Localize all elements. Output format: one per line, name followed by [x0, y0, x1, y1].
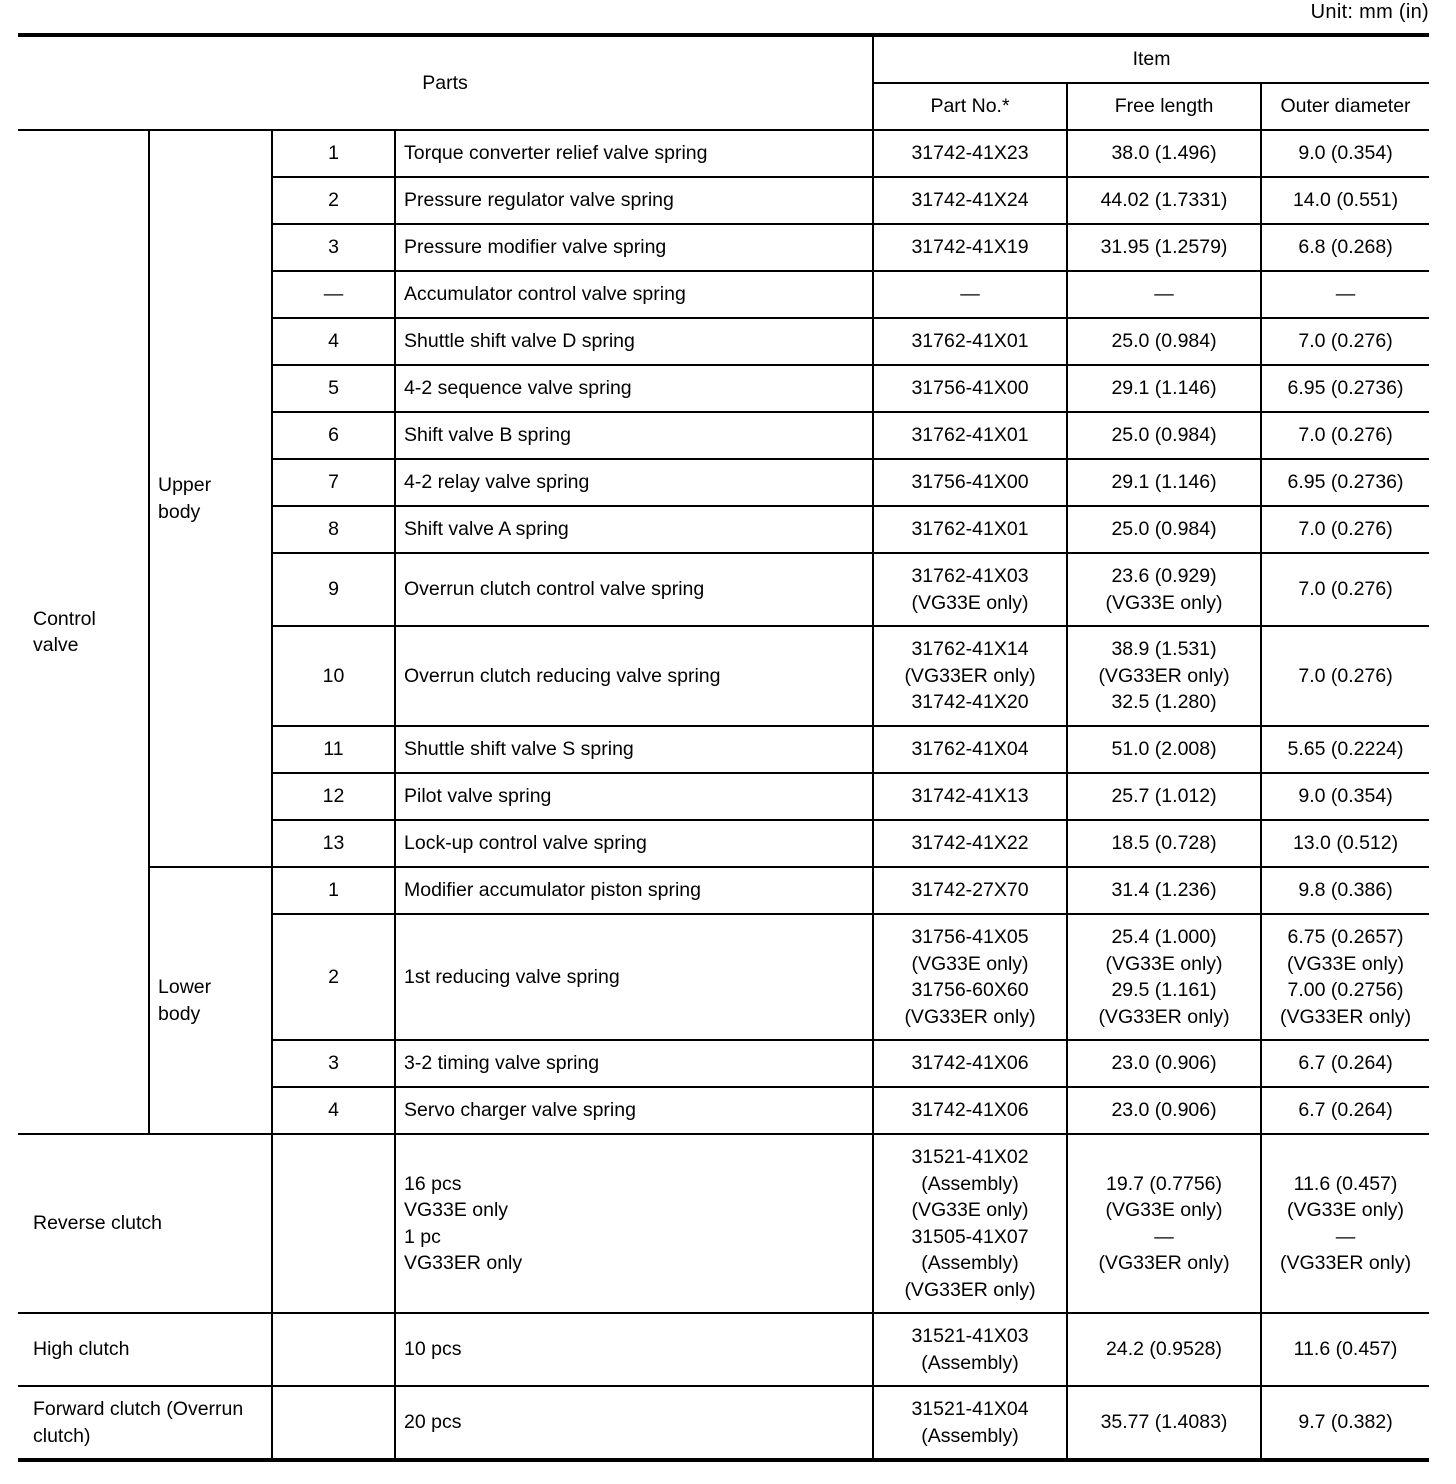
part-number: 31762-41X01: [873, 412, 1067, 459]
row-number: 2: [272, 914, 395, 1040]
spring-spec-table: [18, 33, 1429, 1462]
row-number: 8: [272, 506, 395, 553]
part-name: Pressure modifier valve spring: [395, 224, 873, 271]
free-length: 19.7 (0.7756) (VG33E only) — (VG33ER only): [1067, 1134, 1261, 1313]
free-length: 38.0 (1.496): [1067, 130, 1261, 177]
outer-diameter: 9.0 (0.354): [1261, 773, 1429, 820]
row-number: 3: [272, 224, 395, 271]
outer-diameter: 7.0 (0.276): [1261, 412, 1429, 459]
free-length: 23.0 (0.906): [1067, 1087, 1261, 1134]
free-length: 51.0 (2.008): [1067, 726, 1261, 773]
part-name: 16 pcs VG33E only 1 pc VG33ER only: [395, 1134, 873, 1313]
outer-diameter: 7.0 (0.276): [1261, 553, 1429, 626]
part-name: Pressure regulator valve spring: [395, 177, 873, 224]
outer-diameter: 9.0 (0.354): [1261, 130, 1429, 177]
outer-diameter: 6.7 (0.264): [1261, 1040, 1429, 1087]
outer-diameter: 7.0 (0.276): [1261, 318, 1429, 365]
part-name: 4-2 sequence valve spring: [395, 365, 873, 412]
part-number: 31742-27X70: [873, 867, 1067, 914]
part-number: 31756-41X00: [873, 459, 1067, 506]
part-number: 31521-41X03 (Assembly): [873, 1313, 1067, 1386]
table-row: [18, 130, 1429, 177]
part-number: 31742-41X13: [873, 773, 1067, 820]
row-number: 1: [272, 130, 395, 177]
free-length: 23.0 (0.906): [1067, 1040, 1261, 1087]
header-parts: Parts: [18, 35, 873, 130]
free-length: 25.0 (0.984): [1067, 412, 1261, 459]
header-part-no: Part No.*: [873, 83, 1067, 130]
row-number: 13: [272, 820, 395, 867]
free-length: 25.0 (0.984): [1067, 506, 1261, 553]
part-name: 20 pcs: [395, 1386, 873, 1460]
row-number: 10: [272, 626, 395, 726]
part-number: 31762-41X01: [873, 506, 1067, 553]
part-number: 31762-41X01: [873, 318, 1067, 365]
part-name: Pilot valve spring: [395, 773, 873, 820]
outer-diameter: 7.0 (0.276): [1261, 626, 1429, 726]
outer-diameter: 11.6 (0.457): [1261, 1313, 1429, 1386]
unit-label: Unit: mm (in): [1310, 1, 1429, 23]
part-name: Overrun clutch control valve spring: [395, 553, 873, 626]
part-name: Lock-up control valve spring: [395, 820, 873, 867]
row-number: 6: [272, 412, 395, 459]
outer-diameter: 5.65 (0.2224): [1261, 726, 1429, 773]
header-free-length: Free length: [1067, 83, 1261, 130]
part-name: 1st reducing valve spring: [395, 914, 873, 1040]
row-number: 4: [272, 318, 395, 365]
part-name: Shuttle shift valve S spring: [395, 726, 873, 773]
free-length: 25.7 (1.012): [1067, 773, 1261, 820]
part-number: 31742-41X22: [873, 820, 1067, 867]
group-reverse-clutch: Reverse clutch: [18, 1134, 272, 1313]
outer-diameter: 14.0 (0.551): [1261, 177, 1429, 224]
part-number: 31762-41X04: [873, 726, 1067, 773]
row-number: 2: [272, 177, 395, 224]
table-row: [18, 1386, 1429, 1460]
row-number: 5: [272, 365, 395, 412]
table-row: [18, 1134, 1429, 1313]
outer-diameter: 9.8 (0.386): [1261, 867, 1429, 914]
outer-diameter: 11.6 (0.457) (VG33E only) — (VG33ER only): [1261, 1134, 1429, 1313]
outer-diameter: 6.8 (0.268): [1261, 224, 1429, 271]
row-number: 3: [272, 1040, 395, 1087]
group-high-clutch: High clutch: [18, 1313, 272, 1386]
part-name: 3-2 timing valve spring: [395, 1040, 873, 1087]
free-length: —: [1067, 271, 1261, 318]
group-lower-body: Lower body: [149, 867, 272, 1134]
part-number: 31521-41X02 (Assembly) (VG33E only) 31505-41X07 (Assembly) (VG33ER only): [873, 1134, 1067, 1313]
free-length: 24.2 (0.9528): [1067, 1313, 1261, 1386]
table-row: [18, 1313, 1429, 1386]
row-number: [272, 1313, 395, 1386]
outer-diameter: 9.7 (0.382): [1261, 1386, 1429, 1460]
free-length: 44.02 (1.7331): [1067, 177, 1261, 224]
outer-diameter: 6.75 (0.2657) (VG33E only) 7.00 (0.2756) (VG33ER only): [1261, 914, 1429, 1040]
part-number: 31756-41X00: [873, 365, 1067, 412]
free-length: 38.9 (1.531) (VG33ER only) 32.5 (1.280): [1067, 626, 1261, 726]
outer-diameter: 6.7 (0.264): [1261, 1087, 1429, 1134]
free-length: 25.4 (1.000) (VG33E only) 29.5 (1.161) (VG33ER only): [1067, 914, 1261, 1040]
part-number: 31742-41X24: [873, 177, 1067, 224]
free-length: 29.1 (1.146): [1067, 459, 1261, 506]
free-length: 18.5 (0.728): [1067, 820, 1261, 867]
part-name: Shuttle shift valve D spring: [395, 318, 873, 365]
row-number: 12: [272, 773, 395, 820]
free-length: 31.4 (1.236): [1067, 867, 1261, 914]
part-number: 31742-41X06: [873, 1087, 1067, 1134]
row-number: —: [272, 271, 395, 318]
header-item: Item: [873, 35, 1429, 83]
group-upper-body: Upper body: [149, 130, 272, 867]
part-number: 31756-41X05 (VG33E only) 31756-60X60 (VG33ER only): [873, 914, 1067, 1040]
free-length: 31.95 (1.2579): [1067, 224, 1261, 271]
outer-diameter: 6.95 (0.2736): [1261, 459, 1429, 506]
part-name: Servo charger valve spring: [395, 1087, 873, 1134]
part-number: 31742-41X19: [873, 224, 1067, 271]
part-name: 4-2 relay valve spring: [395, 459, 873, 506]
part-name: Torque converter relief valve spring: [395, 130, 873, 177]
header-outer-diameter: Outer diameter: [1261, 83, 1429, 130]
part-name: Shift valve A spring: [395, 506, 873, 553]
part-name: 10 pcs: [395, 1313, 873, 1386]
part-number: 31762-41X03 (VG33E only): [873, 553, 1067, 626]
row-number: 11: [272, 726, 395, 773]
part-number: 31521-41X04 (Assembly): [873, 1386, 1067, 1460]
outer-diameter: —: [1261, 271, 1429, 318]
part-number: 31742-41X23: [873, 130, 1067, 177]
part-number: 31762-41X14 (VG33ER only) 31742-41X20: [873, 626, 1067, 726]
table-row: [18, 867, 1429, 914]
part-name: Overrun clutch reducing valve spring: [395, 626, 873, 726]
part-number: —: [873, 271, 1067, 318]
part-number: 31742-41X06: [873, 1040, 1067, 1087]
outer-diameter: 13.0 (0.512): [1261, 820, 1429, 867]
free-length: 29.1 (1.146): [1067, 365, 1261, 412]
table-body: [18, 130, 1429, 1460]
row-number: 7: [272, 459, 395, 506]
part-name: Accumulator control valve spring: [395, 271, 873, 318]
row-number: 1: [272, 867, 395, 914]
group-forward-clutch: Forward clutch (Overrun clutch): [18, 1386, 272, 1460]
outer-diameter: 7.0 (0.276): [1261, 506, 1429, 553]
row-number: [272, 1134, 395, 1313]
row-number: 4: [272, 1087, 395, 1134]
row-number: 9: [272, 553, 395, 626]
free-length: 25.0 (0.984): [1067, 318, 1261, 365]
outer-diameter: 6.95 (0.2736): [1261, 365, 1429, 412]
free-length: 35.77 (1.4083): [1067, 1386, 1261, 1460]
row-number: [272, 1386, 395, 1460]
part-name: Shift valve B spring: [395, 412, 873, 459]
group-control-valve: Control valve: [18, 130, 149, 1134]
part-name: Modifier accumulator piston spring: [395, 867, 873, 914]
free-length: 23.6 (0.929) (VG33E only): [1067, 553, 1261, 626]
